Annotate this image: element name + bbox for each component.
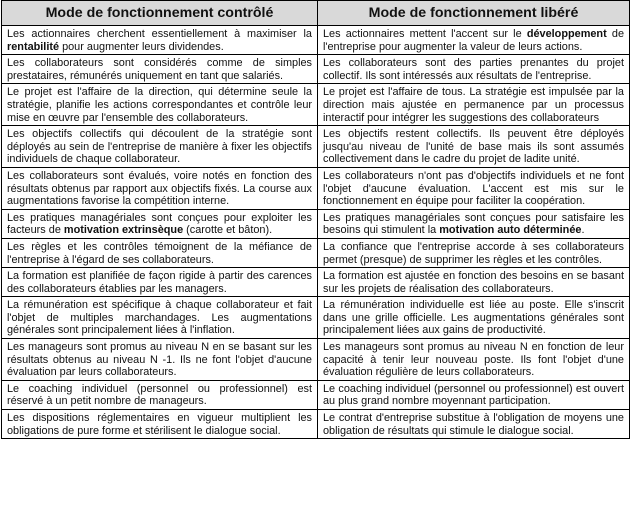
cell-text: La confiance que l'entreprise accorde à ses collaborateurs permet (presque) de supprimer les règles et les contrôles. — [323, 240, 624, 266]
cell-text-bold: motivation auto déterminée — [439, 224, 582, 237]
header-liberated-mode: Mode de fonctionnement libéré — [318, 1, 630, 26]
cell-text: Le projet est l'affaire de tous. La stratégie est impulsée par la direction mais ajustée en permanence par un processus interactif pour intégrer les suggestions des collaborateurs — [323, 86, 624, 124]
table-header-row — [2, 1, 630, 26]
liberated-cell — [318, 238, 630, 267]
liberated-cell — [318, 410, 630, 439]
cell-text: Le coaching individuel (personnel ou professionnel) est réservé à un petit nombre de manageurs. — [7, 382, 312, 408]
cell-text: Les dispositions réglementaires en vigueur multiplient les obligations de pure forme et stérilisent le dialogue social. — [7, 412, 312, 437]
table-row — [2, 126, 630, 168]
controlled-cell — [2, 339, 318, 381]
comparison-table — [1, 0, 630, 439]
table-row — [2, 380, 630, 409]
cell-text: La rémunération individuelle est liée au poste. Elle s'inscrit dans une grille officielle. Les augmentations générales sont principalement liées aux gains de productivité. — [323, 299, 624, 337]
liberated-cell — [318, 26, 630, 55]
controlled-cell — [2, 55, 318, 84]
liberated-cell — [318, 209, 630, 238]
controlled-cell — [2, 297, 318, 339]
cell-text: Les collaborateurs sont considérés comme de simples prestataires, rémunérés uniquement en tant que salariés. — [7, 57, 312, 82]
cell-text: Les objectifs restent collectifs. Ils peuvent être déployés jusqu'au niveau de l'unité de base mais ils sont assumés collectivement dans le cadre du projet de ladite unité. — [323, 128, 624, 166]
cell-text: Les actionnaires mettent l'accent sur le — [323, 28, 527, 40]
cell-text: Les actionnaires cherchent essentiellement à maximiser la — [7, 28, 312, 40]
table-row — [2, 410, 630, 439]
cell-text: Les objectifs collectifs qui découlent de la stratégie sont déployés au sein de l'entreprise de manière à fixer les objectifs individuels de chaque collaborateur. — [7, 128, 312, 166]
table-row — [2, 26, 630, 55]
controlled-cell — [2, 268, 318, 297]
cell-text: de l'entreprise pour augmenter la valeur de leurs actions. — [323, 28, 625, 53]
controlled-cell — [2, 209, 318, 238]
cell-text: pour augmenter leurs dividendes. — [59, 40, 224, 53]
cell-text: La formation est ajustée en fonction des besoins en se basant sur les projets de réalisation des collaborateurs. — [323, 270, 624, 295]
liberated-cell — [318, 380, 630, 409]
header-controlled-mode: Mode de fonctionnement contrôlé — [2, 1, 318, 26]
cell-text: Les pratiques managériales sont conçues pour exploiter les facteurs de — [7, 211, 312, 237]
controlled-cell — [2, 380, 318, 409]
controlled-cell — [2, 167, 318, 209]
liberated-cell — [318, 167, 630, 209]
liberated-cell — [318, 84, 630, 126]
cell-text-bold: motivation extrinsèque — [63, 224, 184, 237]
cell-text-bold: rentabilité — [7, 40, 60, 53]
table-row — [2, 339, 630, 381]
cell-text: Le contrat d'entreprise substitue à l'obligation de moyens une obligation de résultats qui stimule le dialogue social. — [323, 412, 624, 437]
table-row — [2, 55, 630, 84]
cell-text: La rémunération est spécifique à chaque collaborateur et fait l'objet de multiples marchandages. Les augmentations générales sont principalement liées à l'inflation. — [7, 299, 312, 337]
cell-text: Les pratiques managériales sont conçues pour satisfaire les besoins qui stimulent la — [323, 211, 624, 237]
controlled-cell — [2, 238, 318, 267]
controlled-cell — [2, 84, 318, 126]
cell-text: Les manageurs sont promus au niveau N en se basant sur les résultats obtenus au niveau N -1. Ils ne font l'objet d'aucune évaluation par leurs collaborateurs. — [7, 341, 312, 379]
cell-text: Les collaborateurs n'ont pas d'objectifs individuels et ne font l'objet d'aucune évaluation. L'accent est mis sur le fonctionnement en équipe pour faciliter la coopération. — [323, 169, 624, 208]
cell-text: Le projet est l'affaire de la direction, qui détermine seule la stratégie, planifie les actions correspondantes et contrôle leur mise en œuvre par l'ensemble des collaborateurs. — [7, 86, 312, 124]
table-row — [2, 268, 630, 297]
controlled-cell — [2, 126, 318, 168]
cell-text: Les règles et les contrôles témoignent de la méfiance de l'entreprise à l'égard de ses collaborateurs. — [7, 240, 312, 266]
table-row — [2, 297, 630, 339]
table-body — [2, 26, 630, 439]
cell-text: Les manageurs sont promus au niveau N en fonction de leur capacité à tenir leur nouveau poste. Ils font l'objet d'une évaluation régulière de leurs collaborateurs. — [323, 341, 624, 379]
liberated-cell — [318, 339, 630, 381]
cell-text: . — [581, 224, 585, 237]
liberated-cell — [318, 297, 630, 339]
liberated-cell — [318, 55, 630, 84]
cell-text: Les collaborateurs sont évalués, voire notés en fonction des résultats obtenus par rapport aux objectifs fixés. La course aux augmentations favorise la compétition interne. — [7, 169, 312, 208]
cell-text: La formation est planifiée de façon rigide à partir des carences des collaborateurs établies par les managers. — [7, 270, 312, 295]
liberated-cell — [318, 268, 630, 297]
table-row — [2, 238, 630, 267]
controlled-cell — [2, 26, 318, 55]
cell-text: Les collaborateurs sont des parties prenantes du projet collectif. Ils sont intéressés aux résultats de l'entreprise. — [323, 57, 624, 82]
cell-text: (carotte et bâton). — [183, 224, 273, 237]
cell-text: Le coaching individuel (personnel ou professionnel) est ouvert au plus grand nombre moyennant participation. — [323, 382, 624, 408]
table-row — [2, 209, 630, 238]
liberated-cell — [318, 126, 630, 168]
cell-text-bold: développement — [526, 28, 607, 40]
table-row — [2, 84, 630, 126]
controlled-cell — [2, 410, 318, 439]
table-row — [2, 167, 630, 209]
